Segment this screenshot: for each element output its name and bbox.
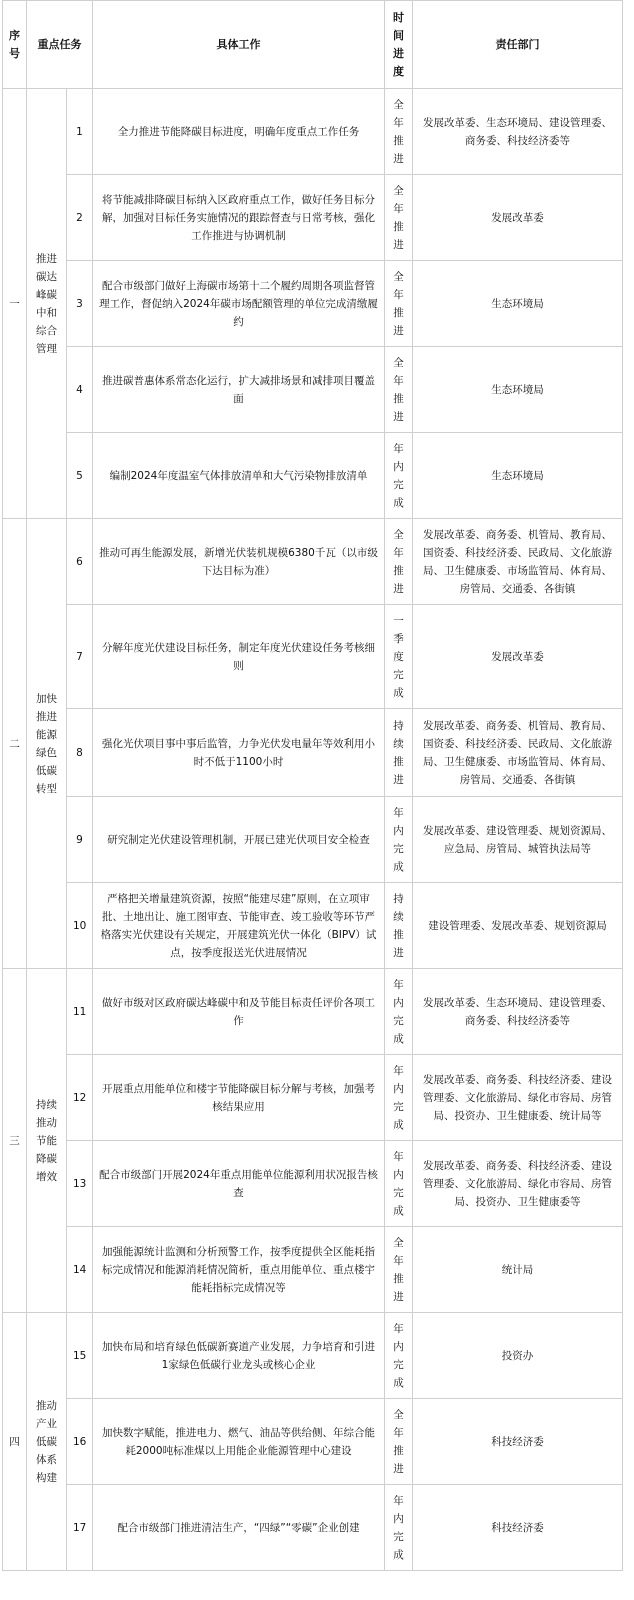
row-time: 年内完成: [385, 969, 413, 1055]
row-time: 全年推进: [385, 1399, 413, 1485]
row-time: 年内完成: [385, 1485, 413, 1571]
row-number: 14: [67, 1227, 93, 1313]
section-seq: 一: [3, 89, 27, 519]
row-work: 严格把关增量建筑资源，按照“能建尽建”原则，在立项审批、土地出让、施工图审查、节能审查、竣工验收等环节严格落实光伏建设有关规定，开展建筑光伏一体化（BIPV）试点，按季度报送光伏进展情况: [93, 883, 385, 969]
row-work: 推动可再生能源发展，新增光伏装机规模6380千瓦（以市级下达目标为准）: [93, 519, 385, 605]
row-number: 7: [67, 605, 93, 709]
table-row: [3, 433, 623, 519]
row-work: 加快数字赋能，推进电力、燃气、油品等供给侧、年综合能耗2000吨标准煤以上用能企业能源管理中心建设: [93, 1399, 385, 1485]
section-seq: 二: [3, 519, 27, 969]
row-work: 推进碳普惠体系常态化运行，扩大减排场景和减排项目覆盖面: [93, 347, 385, 433]
row-dept: 发展改革委、商务委、科技经济委、建设管理委、文化旅游局、绿化市容局、房管局、投资办、卫生健康委等: [413, 1141, 623, 1227]
row-time: 一季度完成: [385, 605, 413, 709]
table-row: [3, 89, 623, 175]
row-dept: 发展改革委、商务委、机管局、教育局、国资委、科技经济委、民政局、文化旅游局、卫生健康委、市场监管局、体育局、房管局、交通委、各街镇: [413, 519, 623, 605]
row-dept: 发展改革委、生态环境局、建设管理委、商务委、科技经济委等: [413, 969, 623, 1055]
row-dept: 生态环境局: [413, 347, 623, 433]
row-work: 分解年度光伏建设目标任务，制定年度光伏建设任务考核细则: [93, 605, 385, 709]
header-time: 时间进度: [385, 1, 413, 89]
row-dept: 生态环境局: [413, 261, 623, 347]
row-number: 2: [67, 175, 93, 261]
key-tasks-table: [2, 0, 623, 1571]
section-task: 持续推动节能降碳增效: [27, 969, 67, 1313]
row-number: 11: [67, 969, 93, 1055]
section-task: 推动产业低碳体系构建: [27, 1313, 67, 1571]
table-row: [3, 1227, 623, 1313]
row-time: 全年推进: [385, 347, 413, 433]
row-dept: 发展改革委、建设管理委、规划资源局、应急局、房管局、城管执法局等: [413, 797, 623, 883]
row-work: 研究制定光伏建设管理机制，开展已建光伏项目安全检查: [93, 797, 385, 883]
row-number: 5: [67, 433, 93, 519]
row-number: 17: [67, 1485, 93, 1571]
row-time: 年内完成: [385, 1141, 413, 1227]
header-seq: 序号: [3, 1, 27, 89]
row-time: 全年推进: [385, 261, 413, 347]
row-number: 9: [67, 797, 93, 883]
row-time: 持续推进: [385, 883, 413, 969]
row-time: 全年推进: [385, 519, 413, 605]
table-row: [3, 969, 623, 1055]
header-row: [3, 1, 623, 89]
row-number: 13: [67, 1141, 93, 1227]
table-row: [3, 709, 623, 797]
row-dept: 发展改革委、商务委、机管局、教育局、国资委、科技经济委、民政局、文化旅游局、卫生健康委、市场监管局、体育局、房管局、交通委、各街镇: [413, 709, 623, 797]
row-dept: 发展改革委、生态环境局、建设管理委、商务委、科技经济委等: [413, 89, 623, 175]
table-row: [3, 347, 623, 433]
table-row: [3, 1141, 623, 1227]
row-work: 配合市级部门做好上海碳市场第十二个履约周期各项监督管理工作，督促纳入2024年碳市场配额管理的单位完成清缴履约: [93, 261, 385, 347]
table-row: [3, 261, 623, 347]
row-dept: 建设管理委、发展改革委、规划资源局: [413, 883, 623, 969]
row-number: 16: [67, 1399, 93, 1485]
row-work: 加快布局和培育绿色低碳新赛道产业发展，力争培育和引进1家绿色低碳行业龙头或核心企业: [93, 1313, 385, 1399]
row-time: 全年推进: [385, 1227, 413, 1313]
row-work: 全力推进节能降碳目标进度，明确年度重点工作任务: [93, 89, 385, 175]
row-work: 强化光伏项目事中事后监管，力争光伏发电量年等效利用小时不低于1100小时: [93, 709, 385, 797]
table-row: [3, 605, 623, 709]
table-row: [3, 797, 623, 883]
row-number: 10: [67, 883, 93, 969]
row-dept: 生态环境局: [413, 433, 623, 519]
row-dept: 投资办: [413, 1313, 623, 1399]
row-time: 年内完成: [385, 797, 413, 883]
row-work: 编制2024年度温室气体排放清单和大气污染物排放清单: [93, 433, 385, 519]
row-work: 配合市级部门推进清洁生产，“四绿”“零碳”企业创建: [93, 1485, 385, 1571]
header-dept: 责任部门: [413, 1, 623, 89]
row-dept: 统计局: [413, 1227, 623, 1313]
row-time: 全年推进: [385, 89, 413, 175]
row-number: 3: [67, 261, 93, 347]
row-number: 4: [67, 347, 93, 433]
section-task: 推进碳达峰碳中和综合管理: [27, 89, 67, 519]
row-time: 持续推进: [385, 709, 413, 797]
row-work: 开展重点用能单位和楼宇节能降碳目标分解与考核，加强考核结果应用: [93, 1055, 385, 1141]
row-work: 将节能减排降碳目标纳入区政府重点工作，做好任务目标分解，加强对目标任务实施情况的跟踪督查与日常考核，强化工作推进与协调机制: [93, 175, 385, 261]
row-time: 全年推进: [385, 175, 413, 261]
table-row: [3, 1055, 623, 1141]
section-seq: 四: [3, 1313, 27, 1571]
section-task: 加快推进能源绿色低碳转型: [27, 519, 67, 969]
row-dept: 科技经济委: [413, 1399, 623, 1485]
row-dept: 发展改革委、商务委、科技经济委、建设管理委、文化旅游局、绿化市容局、房管局、投资办、卫生健康委、统计局等: [413, 1055, 623, 1141]
table-row: [3, 175, 623, 261]
row-dept: 发展改革委: [413, 605, 623, 709]
table-row: [3, 1399, 623, 1485]
header-work: 具体工作: [93, 1, 385, 89]
section-seq: 三: [3, 969, 27, 1313]
table-row: [3, 883, 623, 969]
row-number: 8: [67, 709, 93, 797]
row-time: 年内完成: [385, 1313, 413, 1399]
row-time: 年内完成: [385, 1055, 413, 1141]
row-number: 6: [67, 519, 93, 605]
row-dept: 发展改革委: [413, 175, 623, 261]
table-row: [3, 519, 623, 605]
table-row: [3, 1485, 623, 1571]
row-dept: 科技经济委: [413, 1485, 623, 1571]
row-work: 加强能源统计监测和分析预警工作，按季度提供全区能耗指标完成情况和能源消耗情况简析，重点用能单位、重点楼宇能耗指标完成情况等: [93, 1227, 385, 1313]
row-number: 12: [67, 1055, 93, 1141]
row-number: 15: [67, 1313, 93, 1399]
header-task: 重点任务: [27, 1, 93, 89]
row-number: 1: [67, 89, 93, 175]
row-work: 配合市级部门开展2024年重点用能单位能源利用状况报告核查: [93, 1141, 385, 1227]
row-time: 年内完成: [385, 433, 413, 519]
table-row: [3, 1313, 623, 1399]
row-work: 做好市级对区政府碳达峰碳中和及节能目标责任评价各项工作: [93, 969, 385, 1055]
